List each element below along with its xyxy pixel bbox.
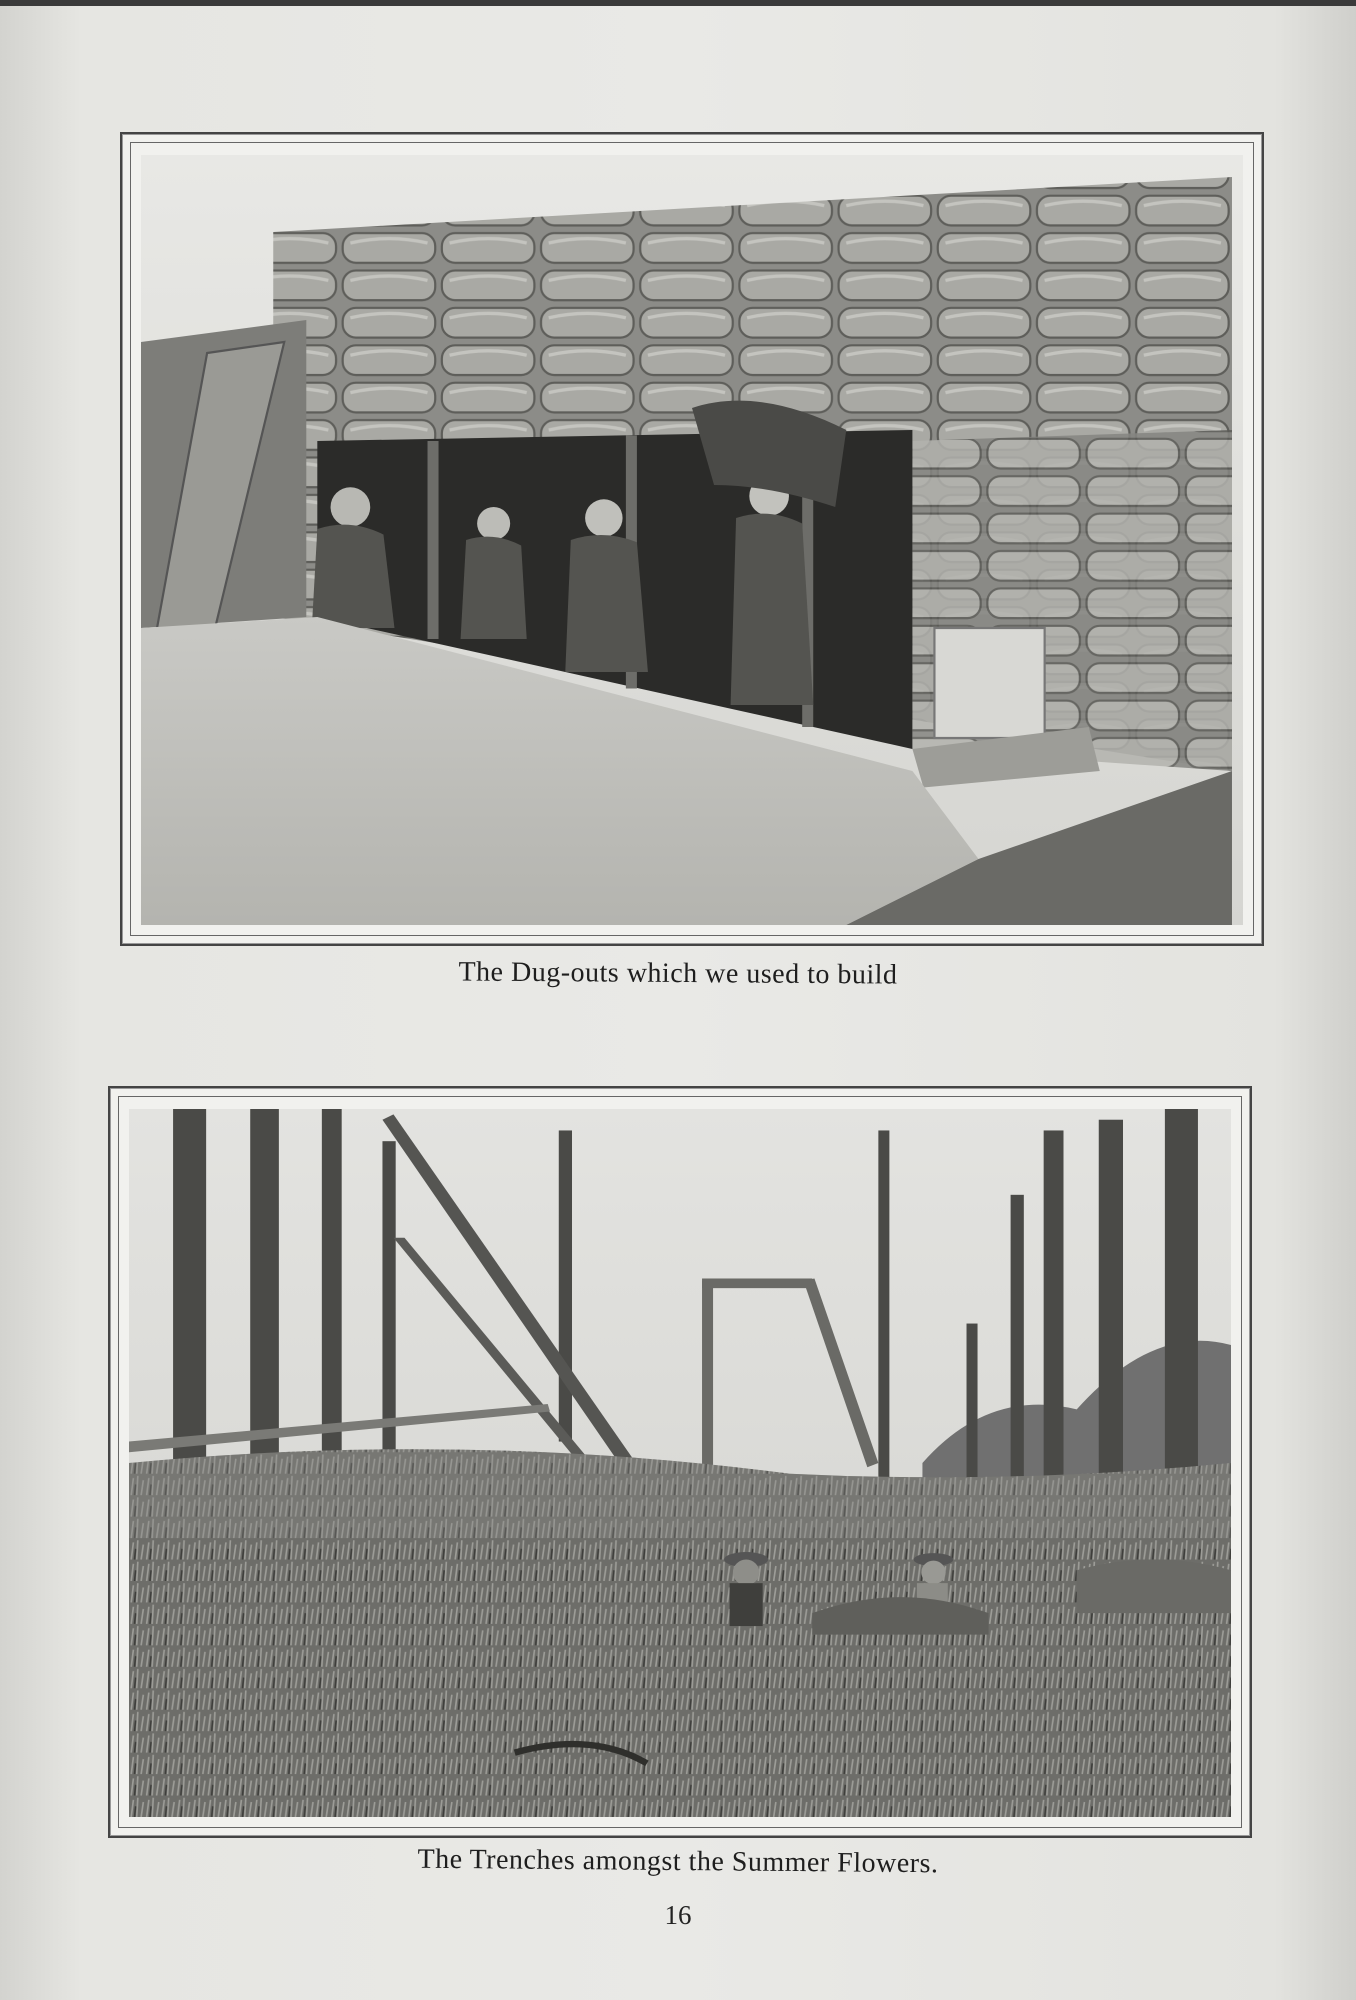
plate-border <box>130 142 1254 936</box>
page-number: 16 <box>664 1900 692 1930</box>
page-top-edge <box>0 0 1356 6</box>
dugout-photo-icon <box>141 155 1243 925</box>
photo-plate-trenches <box>108 1086 1252 1838</box>
caption-trenches: The Trenches amongst the Summer Flowers. <box>417 1843 939 1880</box>
caption-dugouts: The Dug-outs which we used to build <box>458 956 898 991</box>
trench-photo-icon <box>129 1109 1231 1817</box>
plate-border <box>118 1096 1242 1828</box>
photo-plate-dugouts <box>120 132 1264 946</box>
